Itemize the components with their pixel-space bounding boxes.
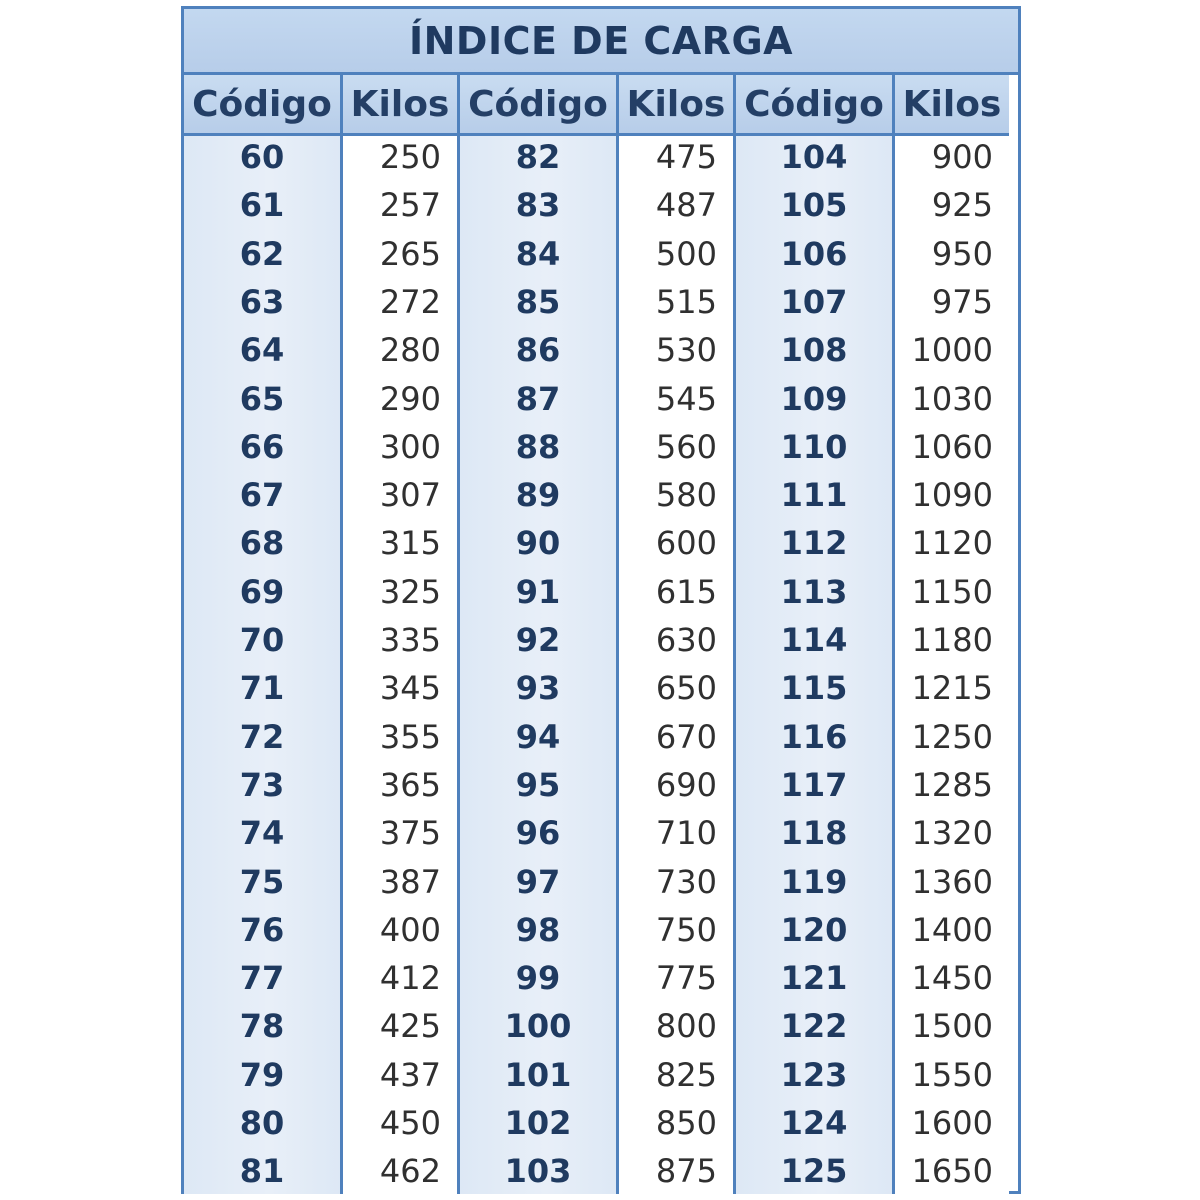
codigo-header: Código (460, 75, 616, 136)
load-kilos-cell: 365 (379, 765, 441, 804)
load-kilos-cell: 1500 (911, 1007, 993, 1046)
load-code-cell: 119 (780, 862, 848, 901)
load-code-cell: 110 (780, 427, 848, 466)
load-kilos-cell: 1400 (911, 910, 993, 949)
load-kilos-cell: 375 (379, 814, 441, 853)
load-kilos-cell: 450 (379, 1104, 441, 1142)
load-code-cell: 91 (515, 572, 561, 611)
kilos-header: Kilos (895, 75, 1009, 136)
load-kilos-cell: 1150 (911, 572, 993, 611)
load-kilos-cell: 750 (655, 910, 717, 949)
load-code-cell: 86 (515, 331, 561, 370)
load-kilos-cell: 1030 (911, 379, 993, 418)
load-code-cell: 94 (515, 717, 561, 756)
load-kilos-cell: 1360 (911, 862, 993, 901)
kilos-header: Kilos (343, 75, 457, 136)
load-kilos-cell: 325 (379, 572, 441, 611)
load-code-cell: 105 (780, 186, 848, 225)
load-kilos-cell: 975 (931, 282, 993, 321)
load-code-cell: 80 (239, 1104, 285, 1142)
load-code-cell: 108 (780, 331, 848, 370)
load-kilos-cell: 265 (379, 234, 441, 273)
load-kilos-cell: 1450 (911, 959, 993, 998)
load-kilos-cell: 600 (655, 524, 717, 563)
load-code-cell: 118 (780, 814, 848, 853)
load-code-cell: 120 (780, 910, 848, 949)
load-kilos-cell: 307 (379, 476, 441, 515)
load-code-cell: 88 (515, 427, 561, 466)
load-code-cell: 106 (780, 234, 848, 273)
kilos-header: Kilos (619, 75, 733, 136)
load-kilos-cell: 425 (379, 1007, 441, 1046)
load-kilos-cell: 345 (379, 669, 441, 708)
codigo-column-2 (460, 75, 616, 1194)
load-code-cell: 114 (780, 621, 848, 659)
load-kilos-cell: 280 (379, 331, 441, 370)
codigo-header: Código (184, 75, 340, 136)
load-code-cell: 83 (515, 186, 561, 225)
load-kilos-cell: 487 (655, 186, 717, 225)
load-code-cell: 117 (780, 765, 848, 804)
codigo-column-1 (184, 75, 340, 1194)
load-kilos-cell: 1120 (911, 524, 993, 563)
load-code-cell: 61 (239, 186, 285, 225)
load-code-cell: 84 (515, 234, 561, 273)
load-kilos-cell: 1600 (911, 1104, 993, 1142)
load-kilos-cell: 250 (379, 138, 441, 176)
load-kilos-cell: 775 (655, 959, 717, 998)
load-code-cell: 123 (780, 1055, 848, 1094)
codigo-column-3 (736, 75, 892, 1194)
load-kilos-cell: 315 (379, 524, 441, 563)
load-code-cell: 121 (780, 959, 848, 998)
load-kilos-cell: 412 (379, 959, 441, 998)
load-code-cell: 62 (239, 234, 285, 273)
load-code-cell: 102 (504, 1104, 572, 1142)
load-kilos-cell: 950 (931, 234, 993, 273)
load-code-cell: 73 (239, 765, 285, 804)
load-kilos-cell: 530 (655, 331, 717, 370)
load-kilos-cell: 1180 (911, 621, 993, 659)
load-code-cell: 109 (780, 379, 848, 418)
load-kilos-cell: 475 (655, 138, 717, 176)
load-kilos-cell: 1090 (911, 476, 993, 515)
load-code-cell: 65 (239, 379, 285, 418)
kilos-column-1 (343, 75, 457, 1194)
load-code-cell: 107 (780, 282, 848, 321)
load-kilos-cell: 900 (931, 138, 993, 176)
load-kilos-cell: 615 (655, 572, 717, 611)
load-kilos-cell: 670 (655, 717, 717, 756)
load-code-cell: 112 (780, 524, 848, 563)
load-code-cell: 67 (239, 476, 285, 515)
load-kilos-cell: 272 (379, 282, 441, 321)
load-kilos-cell: 290 (379, 379, 441, 418)
load-code-cell: 87 (515, 379, 561, 418)
load-code-cell: 81 (239, 1152, 285, 1191)
load-kilos-cell: 545 (655, 379, 717, 418)
load-kilos-cell: 800 (655, 1007, 717, 1046)
load-code-cell: 76 (239, 910, 285, 949)
load-code-cell: 96 (515, 814, 561, 853)
load-kilos-cell: 580 (655, 476, 717, 515)
load-code-cell: 89 (515, 476, 561, 515)
load-kilos-cell: 1000 (911, 331, 993, 370)
load-code-cell: 98 (515, 910, 561, 949)
load-kilos-cell: 1215 (911, 669, 993, 708)
load-code-cell: 85 (515, 282, 561, 321)
load-kilos-cell: 650 (655, 669, 717, 708)
load-code-cell: 115 (780, 669, 848, 708)
load-kilos-cell: 825 (655, 1055, 717, 1094)
load-kilos-cell: 355 (379, 717, 441, 756)
load-kilos-cell: 1060 (911, 427, 993, 466)
load-code-cell: 78 (239, 1007, 285, 1046)
table-title: ÍNDICE DE CARGA (408, 18, 794, 63)
load-code-cell: 60 (239, 138, 285, 176)
load-code-cell: 97 (515, 862, 561, 901)
load-code-cell: 103 (504, 1152, 572, 1191)
load-kilos-cell: 300 (379, 427, 441, 466)
load-kilos-cell: 1250 (911, 717, 993, 756)
load-kilos-cell: 560 (655, 427, 717, 466)
load-kilos-cell: 875 (655, 1152, 717, 1191)
load-code-cell: 104 (780, 138, 848, 176)
load-code-cell: 116 (780, 717, 848, 756)
load-kilos-cell: 710 (655, 814, 717, 853)
load-code-cell: 101 (504, 1055, 572, 1094)
load-kilos-cell: 1650 (911, 1152, 993, 1191)
load-kilos-cell: 335 (379, 621, 441, 659)
load-code-cell: 90 (515, 524, 561, 563)
load-code-cell: 75 (239, 862, 285, 901)
kilos-column-3 (895, 75, 1009, 1194)
load-code-cell: 125 (780, 1152, 848, 1191)
load-kilos-cell: 690 (655, 765, 717, 804)
load-kilos-cell: 850 (655, 1104, 717, 1142)
load-kilos-cell: 925 (931, 186, 993, 225)
load-code-cell: 68 (239, 524, 285, 563)
load-index-table (181, 6, 1021, 1194)
load-kilos-cell: 257 (379, 186, 441, 225)
load-code-cell: 99 (515, 959, 561, 998)
table-title-bar (184, 9, 1018, 75)
load-kilos-cell: 462 (379, 1152, 441, 1191)
load-code-cell: 74 (239, 814, 285, 853)
load-code-cell: 70 (239, 621, 285, 659)
codigo-header: Código (736, 75, 892, 136)
load-code-cell: 66 (239, 427, 285, 466)
load-code-cell: 79 (239, 1055, 285, 1094)
load-kilos-cell: 730 (655, 862, 717, 901)
load-code-cell: 71 (239, 669, 285, 708)
load-code-cell: 113 (780, 572, 848, 611)
load-code-cell: 63 (239, 282, 285, 321)
load-code-cell: 64 (239, 331, 285, 370)
load-kilos-cell: 1550 (911, 1055, 993, 1094)
load-kilos-cell: 515 (655, 282, 717, 321)
load-kilos-cell: 437 (379, 1055, 441, 1094)
load-code-cell: 111 (780, 476, 848, 515)
load-code-cell: 95 (515, 765, 561, 804)
load-kilos-cell: 400 (379, 910, 441, 949)
load-code-cell: 122 (780, 1007, 848, 1046)
load-kilos-cell: 630 (655, 621, 717, 659)
load-kilos-cell: 387 (379, 862, 441, 901)
load-code-cell: 92 (515, 621, 561, 659)
load-code-cell: 82 (515, 138, 561, 176)
load-code-cell: 93 (515, 669, 561, 708)
load-code-cell: 69 (239, 572, 285, 611)
load-kilos-cell: 500 (655, 234, 717, 273)
load-kilos-cell: 1320 (911, 814, 993, 853)
load-code-cell: 124 (780, 1104, 848, 1142)
load-code-cell: 77 (239, 959, 285, 998)
load-code-cell: 100 (504, 1007, 572, 1046)
kilos-column-2 (619, 75, 733, 1194)
load-kilos-cell: 1285 (911, 765, 993, 804)
load-code-cell: 72 (239, 717, 285, 756)
